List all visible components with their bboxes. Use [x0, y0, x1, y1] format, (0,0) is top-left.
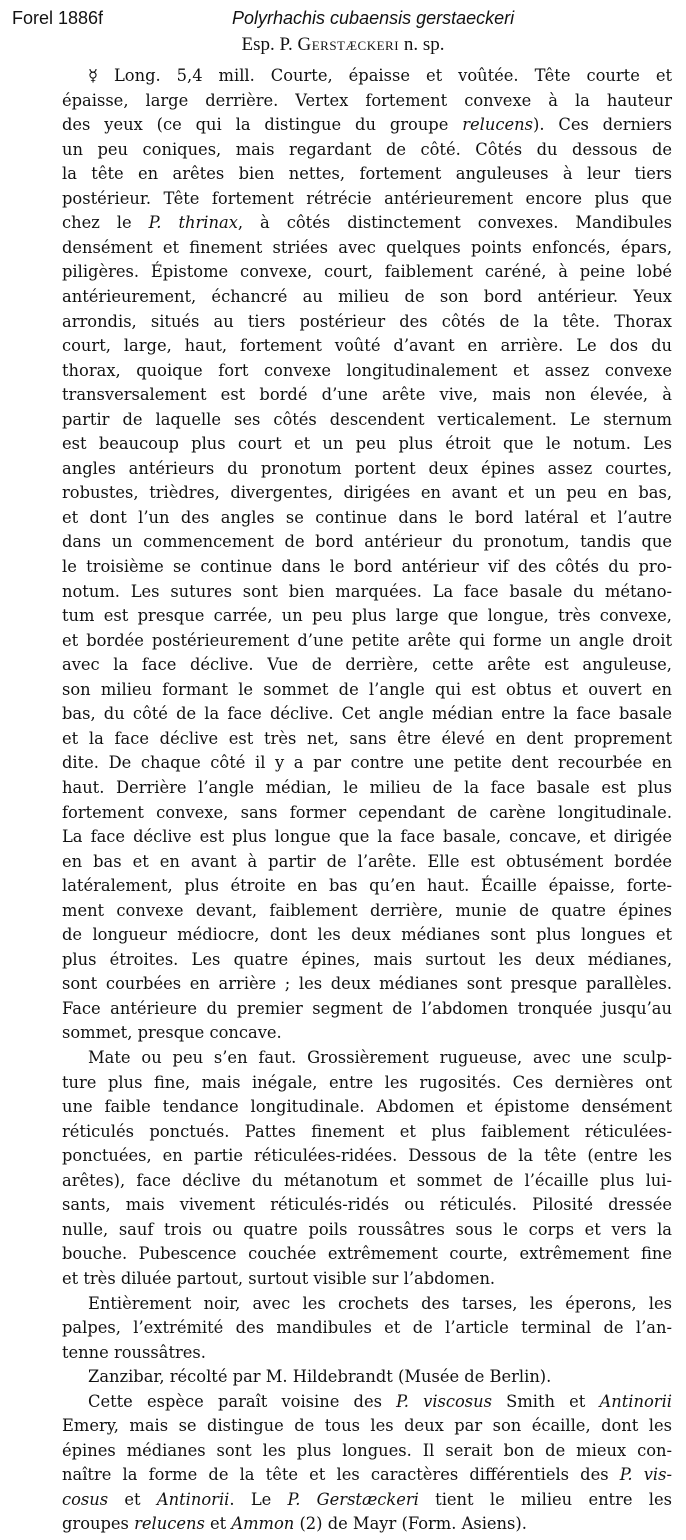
text-segment: bouche. Pubescence couchée extrêmement courte, extrêmement fine [62, 1244, 672, 1264]
text-segment: piligères. Épistome convexe, court, faiblement caréné, à peine lobé [62, 262, 672, 282]
italic-segment: Ammon [231, 1514, 295, 1534]
text-line [62, 506, 672, 530]
text-line [62, 359, 672, 383]
text-segment: dite. De chaque côté il y a par contre une petite dent recourbée en [62, 753, 672, 773]
text-segment: (2) de Mayr (Form. Asiens). [294, 1514, 527, 1534]
heading-species-name: Gerstæckeri [297, 34, 400, 55]
text-segment: notum. Les sutures sont bien marquées. La face basale du métano- [62, 581, 672, 601]
text-line [62, 653, 672, 677]
text-segment: tient le milieu entre les [418, 1489, 672, 1509]
text-line [62, 727, 672, 751]
text-segment: thorax, quoique fort convexe longitudinalement et assez convexe [62, 360, 672, 380]
text-segment: tenne roussâtres. [62, 1342, 206, 1362]
text-line [62, 1218, 672, 1242]
text-line [62, 678, 672, 702]
heading-suffix: n. sp. [399, 34, 445, 55]
text-segment: et très diluée partout, surtout visible sur l’abdomen. [62, 1268, 496, 1288]
text-line [62, 948, 672, 972]
text-segment: ture plus fine, mais inégale, entre les rugosités. Ces dernières ont [62, 1072, 672, 1092]
text-segment: . Le [229, 1489, 288, 1509]
text-line [62, 1120, 672, 1144]
text-line [62, 1488, 672, 1512]
text-segment: antérieurement, échancré au milieu de son bord antérieur. Yeux [62, 286, 672, 306]
text-segment: Smith et [492, 1391, 600, 1411]
text-line [88, 64, 672, 88]
text-segment: nulle, sauf trois ou quatre poils roussâtres sous le corps et vers la [62, 1219, 672, 1239]
text-line [62, 629, 672, 653]
text-segment: en bas et en avant à partir de l’arête. Elle est obtusément bordée [62, 851, 672, 871]
text-segment: et dont l’un des angles se continue dans le bord latéral et l’autre [62, 507, 672, 527]
text-segment: épaisse, large derrière. Vertex fortement convexe à la hauteur [62, 90, 672, 110]
text-line [62, 555, 672, 579]
text-line [62, 1021, 672, 1045]
text-line [62, 580, 672, 604]
italic-segment: P. Gerstæckeri [287, 1489, 419, 1509]
text-segment: arêtes), face déclive du métanotum et sommet de l’écaille plus lui- [62, 1170, 672, 1190]
text-segment: postérieur. Tête fortement rétrécie antérieurement encore plus que [62, 188, 672, 208]
text-line [62, 874, 672, 898]
text-segment: robustes, trièdres, divergentes, dirigées en avant et un peu en bas, [62, 483, 672, 503]
text-segment: densément et finement striées avec quelques points enfoncés, épars, [62, 237, 672, 257]
citation-label: Forel 1886f [12, 8, 104, 28]
text-line [62, 604, 672, 628]
text-line [62, 334, 672, 358]
italic-segment: relucens [134, 1514, 205, 1534]
italic-segment: relucens [462, 115, 533, 135]
taxon-name-label: Polyrhachis cubaensis gerstaeckeri [232, 8, 515, 28]
text-line [62, 1242, 672, 1266]
text-line [62, 923, 672, 947]
italic-segment: P. vis- [619, 1465, 672, 1485]
text-line [62, 972, 672, 996]
text-line [62, 1169, 672, 1193]
text-line [62, 825, 672, 849]
text-line [88, 1292, 672, 1316]
text-line [62, 801, 672, 825]
text-segment: Zanzibar, récolté par M. Hildebrandt (Musée de Berlin). [88, 1367, 552, 1387]
text-segment: est beaucoup plus court et un peu plus étroit que le notum. Les [62, 434, 672, 454]
text-line [62, 310, 672, 334]
text-segment: des yeux (ce qui la distingue du groupe [62, 115, 463, 135]
text-segment: le troisième se continue dans le bord antérieur vif des côtés du pro- [62, 557, 672, 576]
text-segment: sont courbées en arrière ; les deux médianes sont presque parallèles. [62, 974, 672, 994]
text-line [62, 285, 672, 309]
text-line [62, 211, 672, 235]
text-segment: fortement convexe, sans former cependant de carène longitudinale. [62, 802, 672, 822]
text-segment: son milieu formant le sommet de l’angle qui est obtus et ouvert en [62, 679, 672, 699]
text-segment: court, large, haut, fortement voûté d’avant en arrière. Le dos du [62, 336, 672, 356]
text-segment: et bordée postérieurement d’une petite arête qui forme un angle droit [62, 630, 672, 650]
text-line [62, 1512, 672, 1536]
text-segment: haut. Derrière l’angle médian, le milieu de la face basale est plus [62, 777, 672, 797]
italic-segment: Antinorii [599, 1391, 672, 1411]
text-line [62, 138, 672, 162]
text-line [62, 162, 672, 186]
text-segment: ponctuées, en partie réticulées-ridées. Dessous de la tête (entre les [62, 1146, 672, 1166]
text-line [62, 1414, 672, 1438]
text-segment: sants, mais vivement réticulés-ridés ou réticulés. Pilosité dressée [62, 1195, 672, 1215]
text-line [62, 481, 672, 505]
italic-segment: cosus [62, 1489, 109, 1509]
text-segment: ☿ Long. 5,4 mill. Courte, épaisse et voûtée. Tête courte et [88, 66, 672, 85]
text-segment: ). Ces derniers [532, 115, 672, 135]
text-line [62, 1267, 672, 1291]
text-segment: bas, du côté de la face déclive. Cet angle médian entre la face basale [62, 704, 672, 724]
text-segment: réticulés ponctués. Pattes finement et plus faiblement réticulées- [62, 1121, 672, 1141]
text-line [88, 1390, 672, 1414]
text-line [62, 260, 672, 284]
text-line [62, 236, 672, 260]
text-line [62, 1193, 672, 1217]
text-segment: latéralement, plus étroite en bas qu’en haut. Écaille épaisse, forte- [62, 876, 672, 896]
text-line [62, 457, 672, 481]
text-segment: arrondis, situés au tiers postérieur des côtés de la tête. Thorax [62, 311, 672, 331]
text-segment: Entièrement noir, avec les crochets des tarses, les éperons, les [88, 1293, 672, 1313]
text-line [62, 408, 672, 432]
text-line [62, 1071, 672, 1095]
text-segment: dans un commencement de bord antérieur du pronotum, tandis que [62, 532, 672, 552]
text-segment: tum est presque carrée, un peu plus large que longue, très convexe, [62, 606, 672, 626]
text-line [62, 702, 672, 726]
text-line [62, 530, 672, 554]
text-segment: ment convexe devant, faiblement derrière, munie de quatre épines [62, 900, 672, 920]
text-segment: Face antérieure du premier segment de l’abdomen tronquée jusqu’au [62, 998, 672, 1018]
text-segment: , à côtés distinctement convexes. Mandibules [237, 213, 672, 233]
text-segment: transversalement est bordé d’une arête vive, mais non élevée, à [62, 385, 672, 405]
species-heading [0, 34, 686, 56]
text-segment: plus étroites. Les quatre épines, mais surtout les deux médianes, [62, 949, 672, 969]
text-line [88, 1046, 672, 1070]
text-line [62, 432, 672, 456]
text-line [62, 1341, 672, 1365]
text-segment: angles antérieurs du pronotum portent deux épines assez courtes, [62, 458, 672, 478]
text-segment: groupes [62, 1514, 135, 1534]
text-segment: épines médianes sont les plus longues. Il serait bon de mieux con- [62, 1440, 672, 1460]
text-segment: Emery, mais se distingue de tous les deux par son écaille, dont les [62, 1416, 672, 1436]
text-line [62, 1095, 672, 1119]
text-segment: palpes, l’extrémité des mandibules et de l’article terminal de l’an- [62, 1318, 672, 1338]
text-line [62, 751, 672, 775]
text-segment: sommet, presque concave. [62, 1023, 282, 1043]
text-segment: avec la face déclive. Vue de derrière, cette arête est anguleuse, [62, 655, 672, 675]
italic-segment: P. viscosus [396, 1391, 492, 1411]
text-segment: et la face déclive est très net, sans être élevé en dent proprement [62, 728, 672, 748]
text-line [62, 113, 672, 137]
text-segment: et [204, 1514, 232, 1534]
text-segment: chez le [62, 213, 149, 233]
text-segment: un peu coniques, mais regardant de côté. Côtés du dessous de [62, 139, 672, 159]
text-line [62, 1439, 672, 1463]
text-line [62, 899, 672, 923]
text-line [62, 187, 672, 211]
text-segment: de longueur médiocre, dont les deux médianes sont plus longues et [62, 925, 672, 945]
text-line [62, 1463, 672, 1487]
text-line [88, 1365, 672, 1389]
text-line [62, 89, 672, 113]
text-segment: une faible tendance longitudinale. Abdomen et épistome densément [62, 1097, 672, 1117]
text-segment: partir de laquelle ses côtés descendent verticalement. Le sternum [62, 409, 672, 429]
text-segment: La face déclive est plus longue que la face basale, concave, et dirigée [62, 827, 672, 847]
text-line [62, 997, 672, 1021]
text-segment: naître la forme de la tête et les caractères différentiels des [62, 1465, 620, 1485]
text-segment: Cette espèce paraît voisine des [88, 1391, 397, 1411]
text-line [62, 850, 672, 874]
text-line [62, 1316, 672, 1340]
text-line [62, 1144, 672, 1168]
text-segment: Mate ou peu s’en faut. Grossièrement rugueuse, avec une sculp- [88, 1048, 672, 1067]
italic-segment: Antinorii [156, 1489, 230, 1509]
text-line [62, 776, 672, 800]
text-segment: et [108, 1489, 157, 1509]
italic-segment: P. thrinax [148, 213, 238, 233]
text-line [62, 383, 672, 407]
text-segment: la tête en arêtes bien nettes, fortement anguleuses à leur tiers [62, 164, 672, 184]
heading-prefix: Esp. P. [241, 34, 298, 55]
